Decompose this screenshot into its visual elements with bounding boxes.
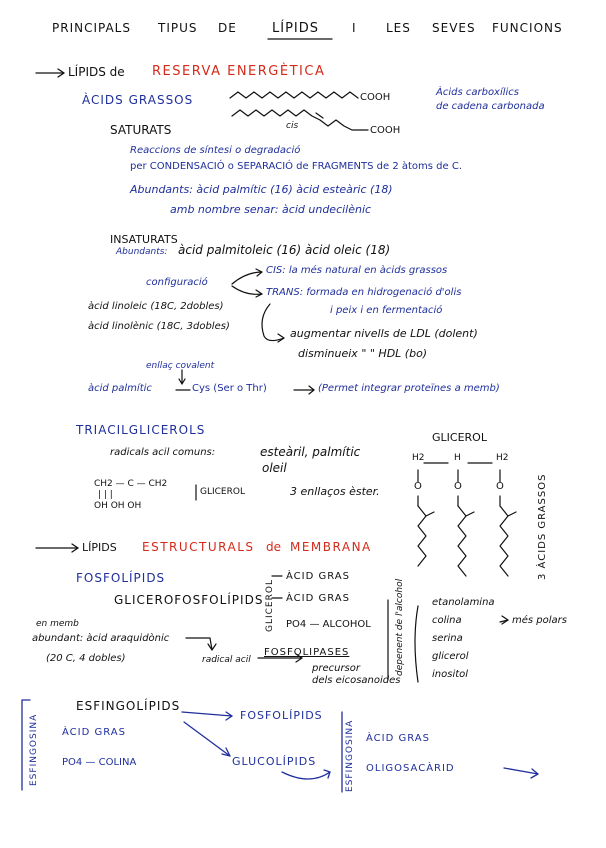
atom-h2: H2 xyxy=(496,453,509,463)
chem-line: CH2 — C — CH2 xyxy=(94,479,168,489)
atom-h: H xyxy=(454,453,461,463)
title-word: LES xyxy=(386,21,411,35)
text-line: Reaccions de síntesi o degradació xyxy=(130,145,301,156)
detail-label: (20 C, 4 dobles) xyxy=(46,653,126,664)
abundant-label: abundant: àcid araquidònic xyxy=(32,633,170,644)
cis-label: cis xyxy=(286,121,299,131)
section-heading-red: RESERVA ENERGÈTICA xyxy=(152,64,326,79)
note-line: Àcids carboxílics xyxy=(436,87,520,98)
depenent-vertical: depenent de l'alcohol xyxy=(395,578,405,676)
text-line: per CONDENSACIÓ o SEPARACIÓ de FRAGMENTS de 2 àtoms de C. xyxy=(130,161,462,172)
title-word: LÍPIDS xyxy=(272,21,320,36)
enllac-label: enllaç covalent xyxy=(146,361,215,371)
en-memb-label: en memb xyxy=(36,619,79,629)
linolenic-label: àcid linolènic (18C, 3dobles) xyxy=(88,321,230,332)
insaturats-label: INSATURATS xyxy=(110,233,178,246)
po4-colina-item: PO4 — COLINA xyxy=(62,757,137,768)
trans-desc: i peix i en fermentació xyxy=(330,305,443,316)
acid-gras-item: ÀCID GRAS xyxy=(62,727,126,738)
title-word: PRINCIPALS xyxy=(52,21,131,35)
acid-gras-label: ÀCID GRAS xyxy=(286,593,350,604)
text-line: àcid palmitoleic (16) àcid oleic (18) xyxy=(178,243,391,257)
chem-line: OH OH OH xyxy=(94,501,142,511)
cooh-label: COOH xyxy=(360,92,391,103)
eicosanoides-label: dels eicosanoides xyxy=(312,675,401,686)
palmitic-label: àcid palmític xyxy=(88,383,152,394)
triacil-label: TRIACILGLICEROLS xyxy=(76,423,206,437)
hdl-line: disminueix " " HDL (bo) xyxy=(298,347,428,360)
saturats-label: SATURATS xyxy=(110,123,172,137)
glicerol-label: GLICEROL xyxy=(200,487,245,497)
alcohol-item: serina xyxy=(432,633,463,644)
permet-label: (Permet integrar proteïnes a memb) xyxy=(318,383,500,394)
atom-o: O xyxy=(454,481,462,492)
glucolipids-target: GLUCOLÍPIDS xyxy=(232,755,317,768)
esfingosina-vertical: ESFINGOSINA xyxy=(29,713,39,786)
alcohol-item: etanolamina xyxy=(432,597,495,608)
title-word: DE xyxy=(218,21,237,35)
atom-o: O xyxy=(414,481,422,492)
fosfolipids-label: FOSFOLÍPIDS xyxy=(76,571,166,585)
precursor-label: precursor xyxy=(312,663,360,674)
title-word: TIPUS xyxy=(158,21,198,35)
configuracio-label: configuració xyxy=(146,277,208,288)
section-heading-prefix: LÍPIDS de xyxy=(68,65,125,79)
section-heading-red: MEMBRANA xyxy=(290,540,372,554)
radicals-list: esteàril, palmític xyxy=(260,445,361,459)
fosfolipids-target: FOSFOLÍPIDS xyxy=(240,709,323,722)
title-word: SEVES xyxy=(432,21,476,35)
acid-gras-item: ÀCID GRAS xyxy=(366,733,430,744)
radicals-label: radicals acil comuns: xyxy=(110,447,216,458)
acids-grassos-label: ÀCIDS GRASSOS xyxy=(82,93,194,107)
section-heading-mid: de xyxy=(266,540,281,554)
enllacos-label: 3 enllaços èster. xyxy=(290,485,380,498)
section-heading-red: ESTRUCTURALS xyxy=(142,540,255,554)
section-heading-prefix: LÍPIDS xyxy=(82,541,117,554)
trans-desc: TRANS: formada en hidrogenació d'olis xyxy=(266,287,462,298)
title-word: FUNCIONS xyxy=(492,21,563,35)
esfingosina-vertical: ESFINGOSINA xyxy=(345,719,355,792)
alcohol-item: inositol xyxy=(432,669,469,680)
cis-desc: CIS: la més natural en àcids grassos xyxy=(266,265,448,276)
radical-acil-label: radical acil xyxy=(202,655,251,665)
linoleic-label: àcid linoleic (18C, 2dobles) xyxy=(88,301,224,312)
text-line: Abundants: àcid palmític (16) àcid esteàric (18) xyxy=(130,183,393,196)
atom-h2: H2 xyxy=(412,453,425,463)
abundants-label: Abundants: xyxy=(116,247,168,257)
atom-o: O xyxy=(496,481,504,492)
fosfolipases-label: FOSFOLIPASES xyxy=(264,647,350,658)
glicerofosfolipids-label: GLICEROFOSFOLÍPIDS xyxy=(114,593,264,607)
title-word: I xyxy=(352,21,356,35)
cys-label: Cys (Ser o Thr) xyxy=(192,383,267,394)
text-line: amb nombre senar: àcid undecilènic xyxy=(170,203,372,216)
alcohol-item: glicerol xyxy=(432,651,469,662)
note-line: de cadena carbonada xyxy=(436,101,545,112)
glicerol-top: GLICEROL xyxy=(432,431,487,444)
acid-gras-label: ÀCID GRAS xyxy=(286,571,350,582)
cooh-label: COOH xyxy=(370,125,401,136)
oligosacarid-item: OLIGOSACÀRID xyxy=(366,763,455,774)
alcohol-item: colina xyxy=(432,615,462,626)
radicals-list: oleil xyxy=(262,461,287,475)
ldl-line: augmentar nivells de LDL (dolent) xyxy=(290,327,478,340)
chem-line: | | | xyxy=(98,490,113,500)
mes-polars-label: més polars xyxy=(512,615,567,626)
tres-acids-label: 3 ÀCIDS GRASSOS xyxy=(537,473,548,580)
glicerol-vertical: GLICEROL xyxy=(265,579,275,632)
esfingolipids-label: ESFINGOLÍPIDS xyxy=(76,699,181,713)
po4-alcohol-label: PO4 — ALCOHOL xyxy=(286,619,371,630)
